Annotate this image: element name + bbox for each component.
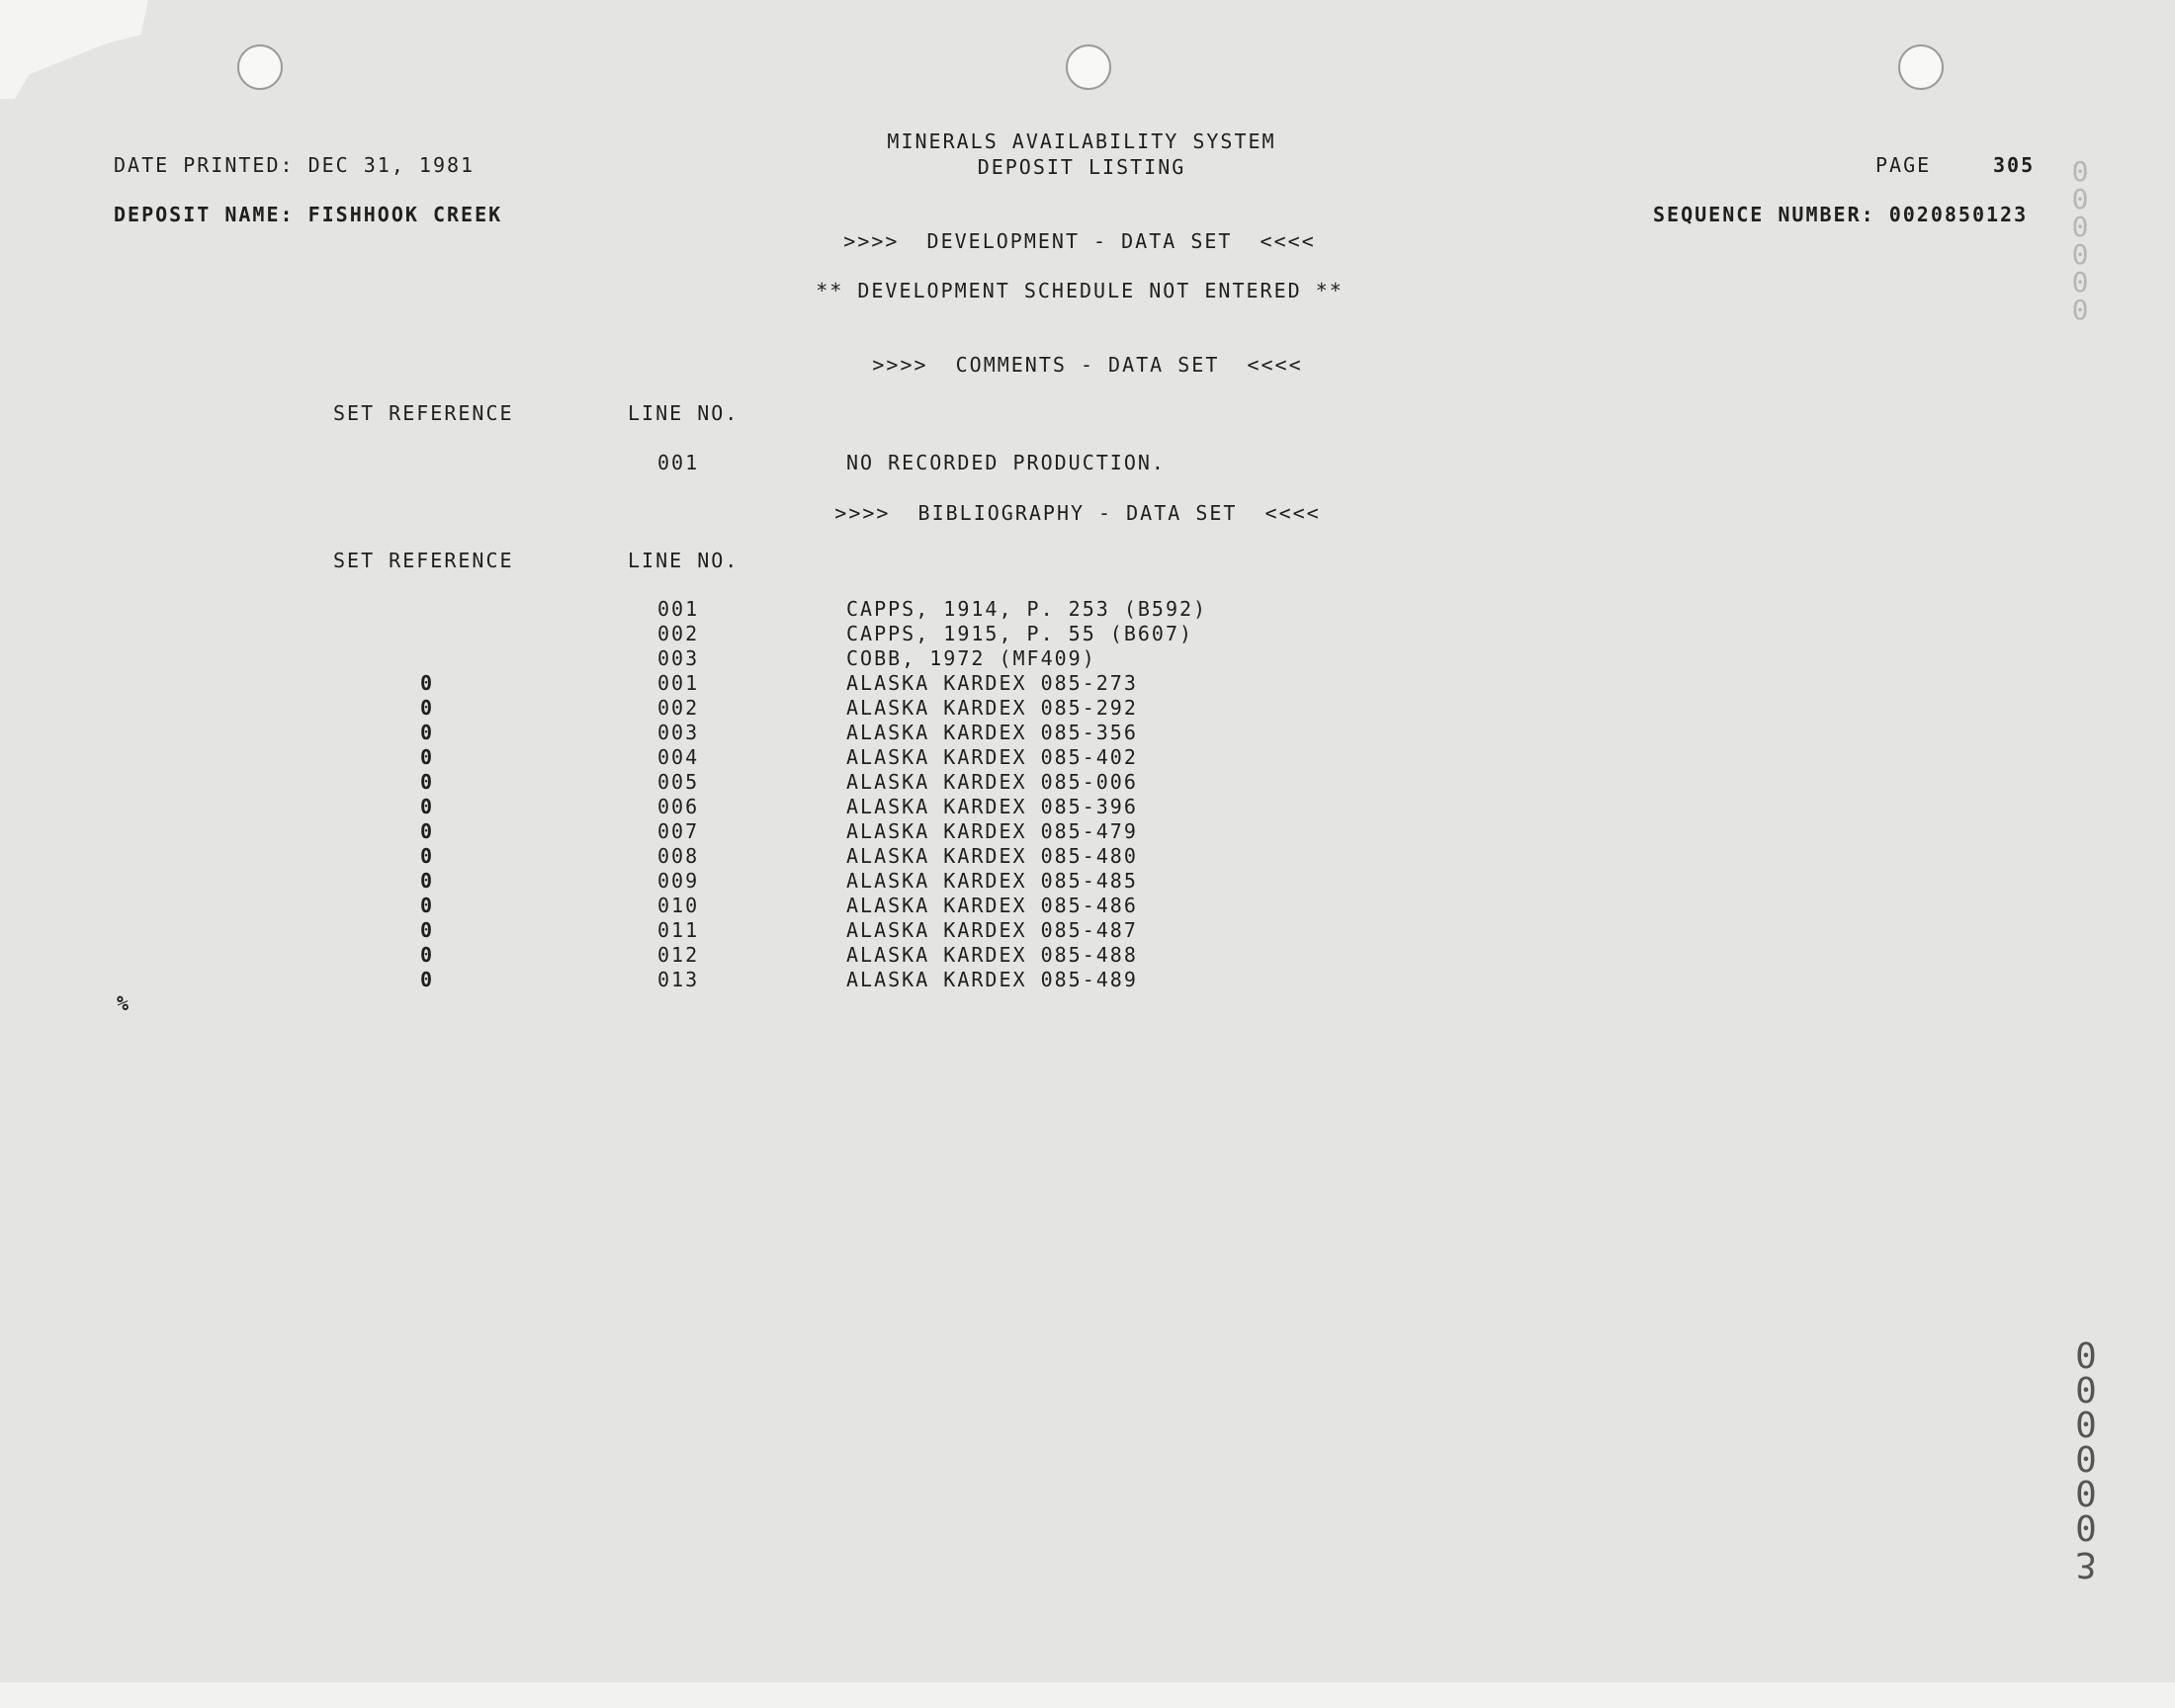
bibliography-set-reference: 0 bbox=[420, 918, 435, 942]
bibliography-heading: >>>> BIBLIOGRAPHY - DATA SET <<<< bbox=[834, 501, 1321, 525]
bibliography-line-number: 007 bbox=[657, 819, 700, 843]
bibliography-line-number: 010 bbox=[657, 894, 700, 917]
bibliography-set-reference: 0 bbox=[420, 968, 435, 991]
bibliography-set-reference: 0 bbox=[420, 770, 435, 794]
margin-stamp bbox=[2066, 1336, 2106, 1584]
comments-col-set-reference: SET REFERENCE bbox=[333, 401, 514, 425]
bibliography-entry-text: CAPPS, 1914, P. 253 (B592) bbox=[846, 597, 1208, 621]
deposit-name: DEPOSIT NAME: FISHHOOK CREEK bbox=[114, 203, 503, 226]
listing-title: DEPOSIT LISTING bbox=[977, 155, 1186, 179]
bibliography-set-reference: 0 bbox=[420, 696, 435, 720]
bibliography-set-reference: 0 bbox=[420, 894, 435, 917]
end-mark: % bbox=[117, 991, 131, 1015]
margin-stamp-digit: 0 bbox=[2075, 1440, 2097, 1481]
comment-text: NO RECORDED PRODUCTION. bbox=[846, 451, 1166, 474]
bibliography-line-number: 006 bbox=[657, 795, 700, 818]
bibliography-entry-text: ALASKA KARDEX 085-292 bbox=[846, 696, 1138, 720]
sequence-number: SEQUENCE NUMBER: 0020850123 bbox=[1653, 203, 2029, 226]
bibliography-line-number: 012 bbox=[657, 943, 700, 967]
punch-hole-right bbox=[1898, 44, 1944, 90]
margin-stamp-digit: 0 bbox=[2075, 1475, 2097, 1515]
development-heading: >>>> DEVELOPMENT - DATA SET <<<< bbox=[843, 229, 1316, 253]
bibliography-line-number: 004 bbox=[657, 745, 700, 769]
margin-stamp-digit: 0 bbox=[2075, 1371, 2097, 1411]
bibliography-entry-text: CAPPS, 1915, P. 55 (B607) bbox=[846, 622, 1194, 645]
margin-faint-digit: 0 bbox=[2071, 211, 2089, 243]
comments-col-line-no: LINE NO. bbox=[628, 401, 740, 425]
bibliography-line-number: 005 bbox=[657, 770, 700, 794]
bibliography-entry-text: ALASKA KARDEX 085-488 bbox=[846, 943, 1138, 967]
margin-faint-stamp bbox=[2063, 155, 2097, 326]
bibliography-entry-text: ALASKA KARDEX 085-396 bbox=[846, 795, 1138, 818]
bibliography-entry-text: ALASKA KARDEX 085-006 bbox=[846, 770, 1138, 794]
bibliography-line-number: 001 bbox=[657, 597, 700, 621]
bibliography-line-number: 002 bbox=[657, 622, 700, 645]
margin-faint-digit: 0 bbox=[2071, 294, 2089, 326]
bibliography-line-number: 009 bbox=[657, 869, 700, 893]
margin-faint-digit: 0 bbox=[2071, 155, 2089, 188]
bibliography-col-line-no: LINE NO. bbox=[628, 549, 740, 572]
punch-hole-center bbox=[1066, 44, 1111, 90]
bibliography-entry-text: ALASKA KARDEX 085-489 bbox=[846, 968, 1138, 991]
bibliography-line-number: 001 bbox=[657, 671, 700, 695]
bibliography-set-reference: 0 bbox=[420, 819, 435, 843]
bibliography-entry-text: ALASKA KARDEX 085-479 bbox=[846, 819, 1138, 843]
bibliography-line-number: 008 bbox=[657, 844, 700, 868]
system-title: MINERALS AVAILABILITY SYSTEM bbox=[887, 129, 1276, 153]
bibliography-set-reference: 0 bbox=[420, 869, 435, 893]
margin-stamp-digit: 0 bbox=[2075, 1509, 2097, 1550]
bibliography-entry-text: ALASKA KARDEX 085-480 bbox=[846, 844, 1138, 868]
bibliography-col-set-reference: SET REFERENCE bbox=[333, 549, 514, 572]
bibliography-entry-text: ALASKA KARDEX 085-485 bbox=[846, 869, 1138, 893]
margin-stamp-digit: 0 bbox=[2075, 1406, 2097, 1446]
comments-heading: >>>> COMMENTS - DATA SET <<<< bbox=[872, 353, 1303, 377]
bibliography-set-reference: 0 bbox=[420, 671, 435, 695]
bibliography-entry-text: ALASKA KARDEX 085-356 bbox=[846, 721, 1138, 744]
bibliography-entry-text: COBB, 1972 (MF409) bbox=[846, 646, 1096, 670]
bibliography-line-number: 011 bbox=[657, 918, 700, 942]
bibliography-entry-text: ALASKA KARDEX 085-402 bbox=[846, 745, 1138, 769]
margin-faint-digit: 0 bbox=[2071, 266, 2089, 299]
comment-line-number: 001 bbox=[657, 451, 700, 474]
paper-bottom-edge bbox=[0, 1682, 2175, 1708]
bibliography-line-number: 003 bbox=[657, 721, 700, 744]
margin-faint-digit: 0 bbox=[2071, 238, 2089, 271]
bibliography-line-number: 003 bbox=[657, 646, 700, 670]
margin-faint-digit: 0 bbox=[2071, 183, 2089, 215]
page-label: PAGE bbox=[1875, 153, 1932, 177]
margin-stamp-digit: 0 bbox=[2075, 1336, 2097, 1377]
bibliography-line-number: 002 bbox=[657, 696, 700, 720]
bibliography-set-reference: 0 bbox=[420, 721, 435, 744]
torn-corner bbox=[0, 0, 148, 99]
page-number: 305 bbox=[1993, 153, 2036, 177]
bibliography-set-reference: 0 bbox=[420, 943, 435, 967]
bibliography-set-reference: 0 bbox=[420, 795, 435, 818]
bibliography-entry-text: ALASKA KARDEX 085-487 bbox=[846, 918, 1138, 942]
date-printed: DATE PRINTED: DEC 31, 1981 bbox=[114, 153, 476, 177]
bibliography-entry-text: ALASKA KARDEX 085-273 bbox=[846, 671, 1138, 695]
bibliography-set-reference: 0 bbox=[420, 844, 435, 868]
margin-stamp-digit: 3 bbox=[2075, 1544, 2097, 1584]
bibliography-entry-text: ALASKA KARDEX 085-486 bbox=[846, 894, 1138, 917]
punch-hole-left bbox=[237, 44, 283, 90]
bibliography-line-number: 013 bbox=[657, 968, 700, 991]
development-note: ** DEVELOPMENT SCHEDULE NOT ENTERED ** bbox=[816, 279, 1344, 302]
bibliography-set-reference: 0 bbox=[420, 745, 435, 769]
